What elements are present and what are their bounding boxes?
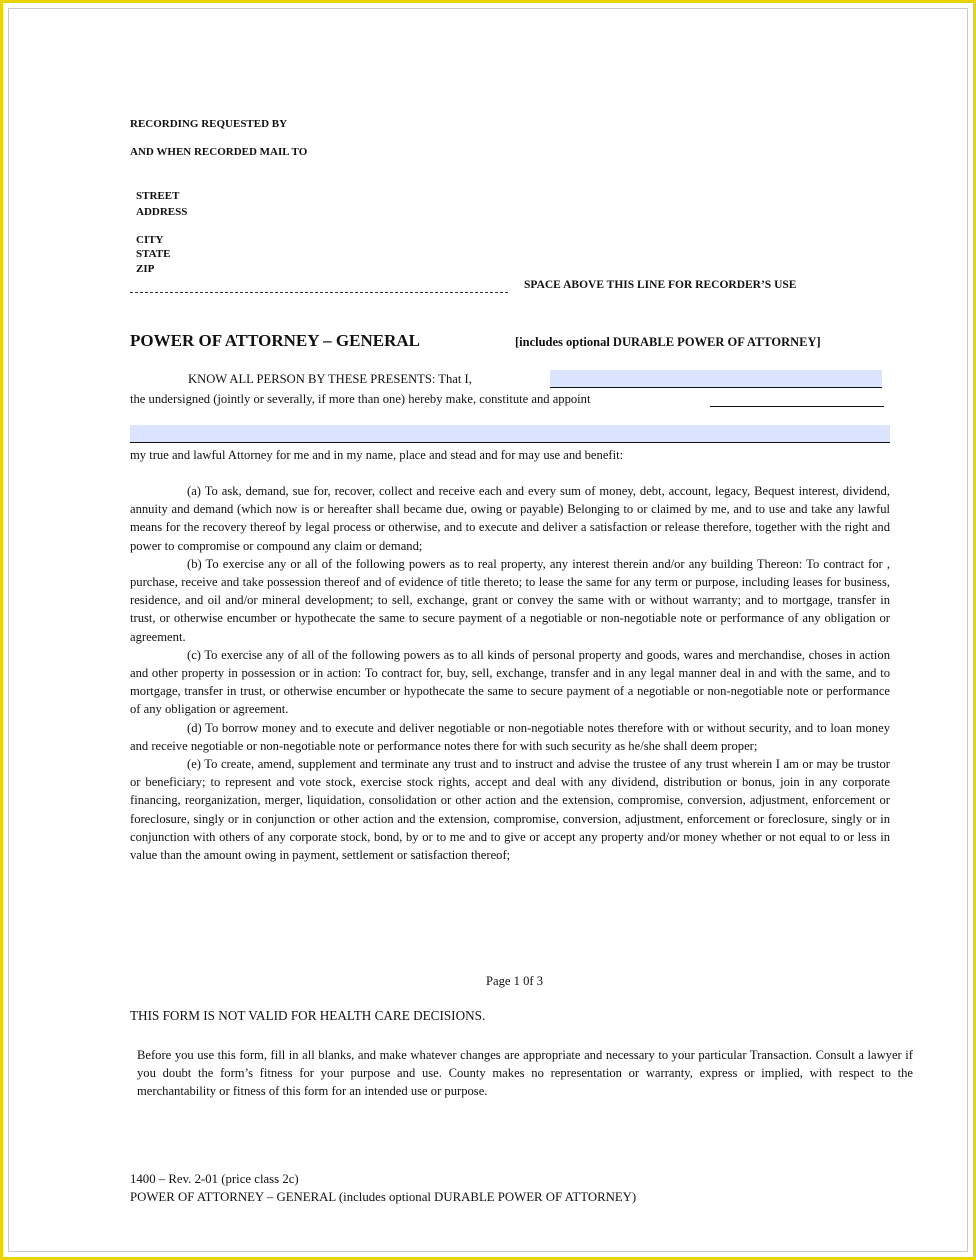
recorder-note: SPACE ABOVE THIS LINE FOR RECORDER’S USE — [524, 279, 797, 291]
principal-name-field[interactable] — [550, 370, 882, 388]
attorney-name-field[interactable] — [130, 425, 890, 443]
city-label: CITY — [136, 234, 164, 246]
state-label: STATE — [136, 248, 171, 260]
zip-label: ZIP — [136, 263, 155, 275]
form-footer-title: POWER OF ATTORNEY – GENERAL (includes optional DURABLE POWER OF ATTORNEY) — [130, 1190, 637, 1204]
health-care-warning: THIS FORM IS NOT VALID FOR HEALTH CARE DECISIONS. — [130, 1008, 486, 1023]
appoint-field[interactable] — [710, 392, 884, 407]
clause-d: (d) To borrow money and to execute and deliver negotiable or non-negotiable notes therefore with or without security, and to loan money and receive negotiable or non-negotiable note or performance notes there for with such security as he/she shall deem proper; — [130, 720, 890, 753]
document-title: POWER OF ATTORNEY – GENERAL — [130, 331, 420, 350]
clause-c: (c) To exercise any of all of the following powers as to all kinds of personal property and goods, wares and merchandise, choses in action and other property in possession or in action: To contract for, buy, sell, exchange, transfer and in any legal manner deal in and with the same, and to mortgage, transfer in trust, or otherwise encumber or hypothecate the same to secure payment of a negotiable or non-negotiable note or performance of any obligation or agreement. — [130, 647, 890, 717]
mail-to-label: AND WHEN RECORDED MAIL TO — [130, 146, 308, 158]
clause-a: (a) To ask, demand, sue for, recover, collect and receive each and every sum of money, debt, account, legacy, Bequest interest, dividend, annuity and demand (which now is or hereafter shall became due, owing or payable) Belonging to or claimed by me, and to use and take any lawful means for the recovery thereof by legal process or otherwise, and to execute and deliver a satisfaction or release therefore, together with the right and power to compromise or compound any claim or demand; — [130, 484, 890, 553]
intro-line-3: my true and lawful Attorney for me and in my name, place and stead and for may use and benefit: — [130, 448, 624, 462]
clauses-block — [130, 482, 890, 864]
clause-e: (e) To create, amend, supplement and terminate any trust and to instruct and advise the trustee of any trust wherein I am or may be trustor or beneficiary; to represent and vote stock, exercise stock rights, accept and deal with any dividend, distribution or bonus, join in any corporate financing, reorganization, merger, liquidation, consolidation or other action and the extension, compromise, conversion, adjustment, enforcement or foreclosure, singly or in conjunction or other action and the extension, compromise, conversion, adjustment, enforcement or foreclosure, singly or in conjunction with others of any corporate stock, bond, by or to me and to give or accept any property and/or money whether or not equal to or less in value than the amount owing in payment, settlement or satisfaction thereof; — [130, 757, 890, 863]
document-subtitle: [includes optional DURABLE POWER OF ATTORNEY] — [515, 335, 821, 349]
page-number: Page 1 0f 3 — [486, 974, 544, 988]
recorder-divider — [130, 292, 508, 293]
address-label: ADDRESS — [136, 206, 188, 218]
intro-line-2: the undersigned (jointly or severally, if more than one) hereby make, constitute and appoint — [130, 392, 591, 406]
intro-line-1: KNOW ALL PERSON BY THESE PRESENTS: That I, — [188, 372, 472, 386]
usage-notice: Before you use this form, fill in all blanks, and make whatever changes are appropriate and necessary to your particular Transaction. Consult a lawyer if you doubt the form’s fitness for your purpose and use. County makes no representation or warranty, express or implied, with respect to the merchantability or fitness of this form for an intended use or purpose. — [137, 1048, 913, 1098]
street-label: STREET — [136, 190, 180, 202]
form-id: 1400 – Rev. 2-01 (price class 2c) — [130, 1172, 299, 1186]
recording-requested-label: RECORDING REQUESTED BY — [130, 118, 288, 130]
clause-b: (b) To exercise any or all of the following powers as to real property, any interest therein and/or any building Thereon: To contract for , purchase, receive and take possession thereof and of evidence of title thereto; to lease the same for any term or purpose, including leases for business, residence, and oil and/or mineral development; to sell, exchange, grant or convey the same with or without warranty; and to mortgage, transfer in trust, or otherwise encumber or hypothecate the same to secure payment of a negotiable or non-negotiable note or performance of any obligation or agreement. — [130, 556, 890, 644]
